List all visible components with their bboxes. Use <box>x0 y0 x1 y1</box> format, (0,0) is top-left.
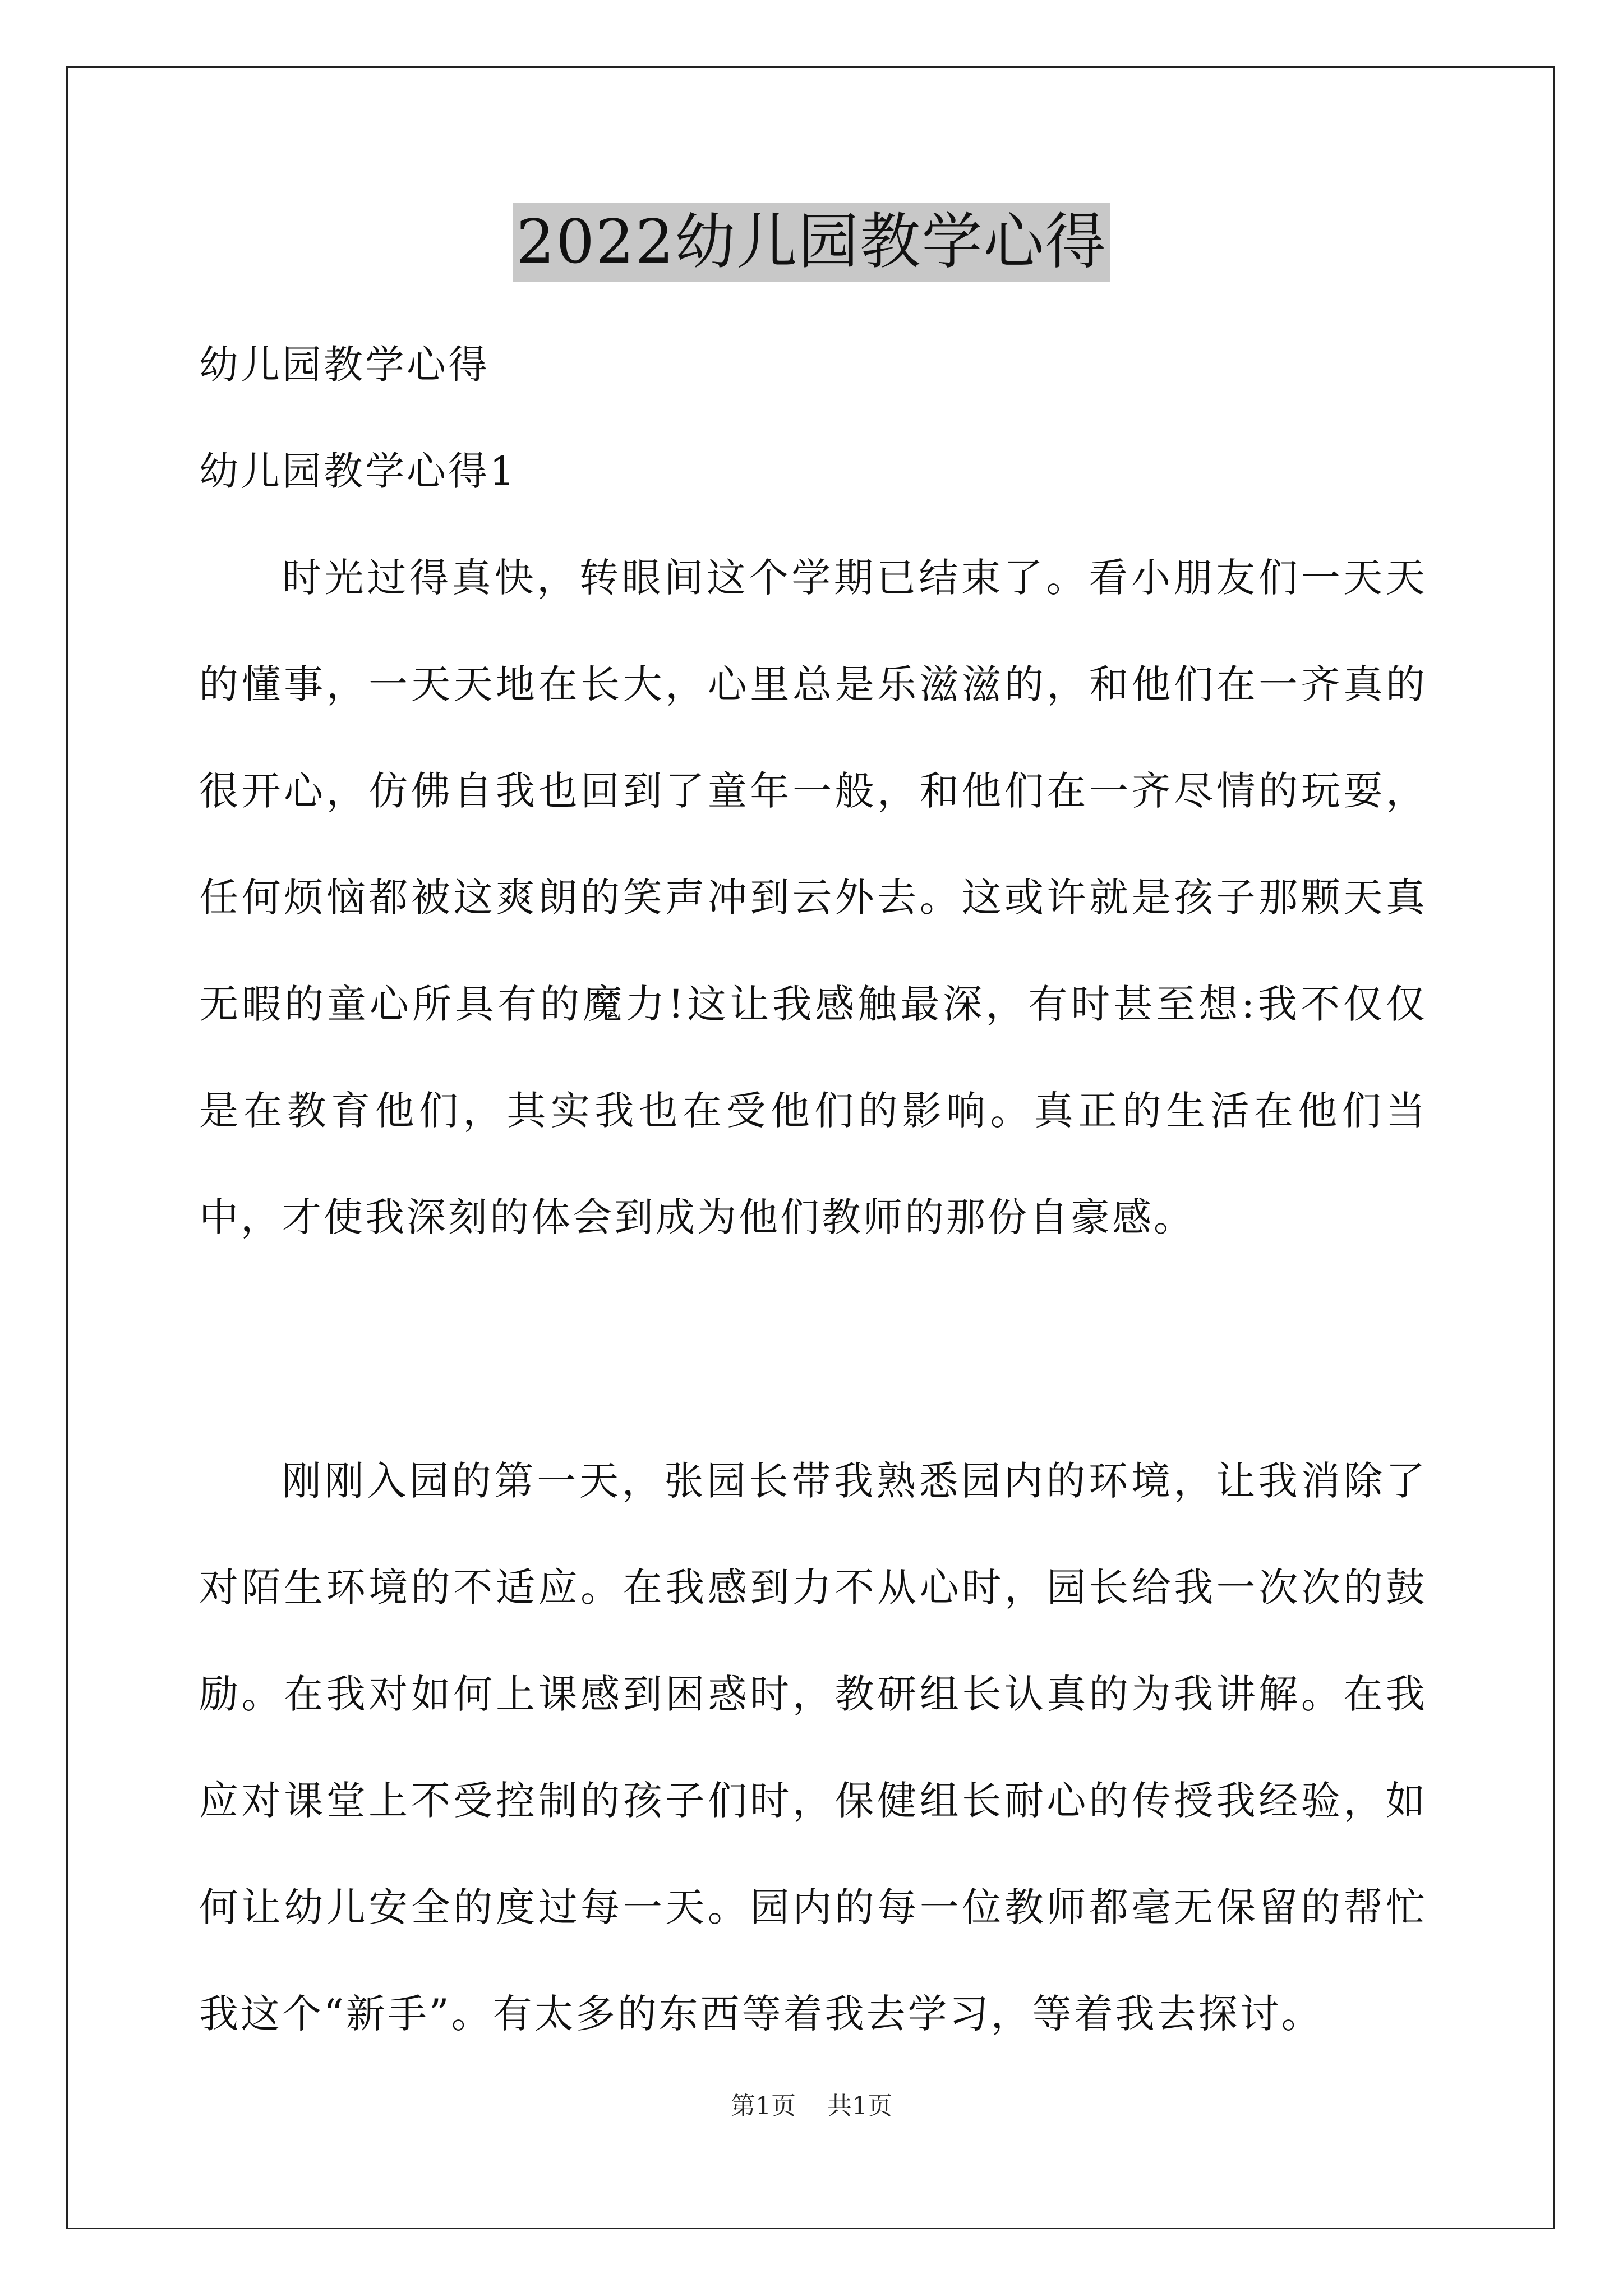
page-footer <box>0 2090 1623 2123</box>
heading-section-1: 幼儿园教学心得1 <box>199 448 517 494</box>
paragraph-1: 时光过得真快，转眼间这个学期已结束了。看小朋友们一天天的懂事，一天天地在长大，心里总是乐滋滋的，和他们在一齐真的很开心，仿佛自我也回到了童年一般，和他们在一齐尽情的玩耍，任何烦恼都被这爽朗的笑声冲到云外去。这或许就是孩子那颗天真无暇的童心所具有的魔力!这让我感触最深，有时甚至想:我不仅仅是在教育他们，其实我也在受他们的影响。真正的生活在他们当中，才使我深刻的体会到成为他们教师的那份自豪感。 <box>199 555 1427 1240</box>
document-title: 2022幼儿园教学心得 <box>513 203 1110 282</box>
title-wrap <box>0 203 1623 282</box>
document-body <box>199 311 1427 2067</box>
page-total: 共1页 <box>827 2092 892 2120</box>
heading-main: 幼儿园教学心得 <box>199 342 490 388</box>
page-number: 第1页 <box>731 2092 796 2120</box>
paragraph-2: 刚刚入园的第一天，张园长带我熟悉园内的环境，让我消除了对陌生环境的不适应。在我感到力不从心时，园长给我一次次的鼓励。在我对如何上课感到困惑时，教研组长认真的为我讲解。在我应对课堂上不受控制的孩子们时，保健组长耐心的传授我经验，如何让幼儿安全的度过每一天。园内的每一位教师都毫无保留的帮忙我这个“新手”。有太多的东西等着我去学习，等着我去探讨。 <box>199 1458 1427 2037</box>
